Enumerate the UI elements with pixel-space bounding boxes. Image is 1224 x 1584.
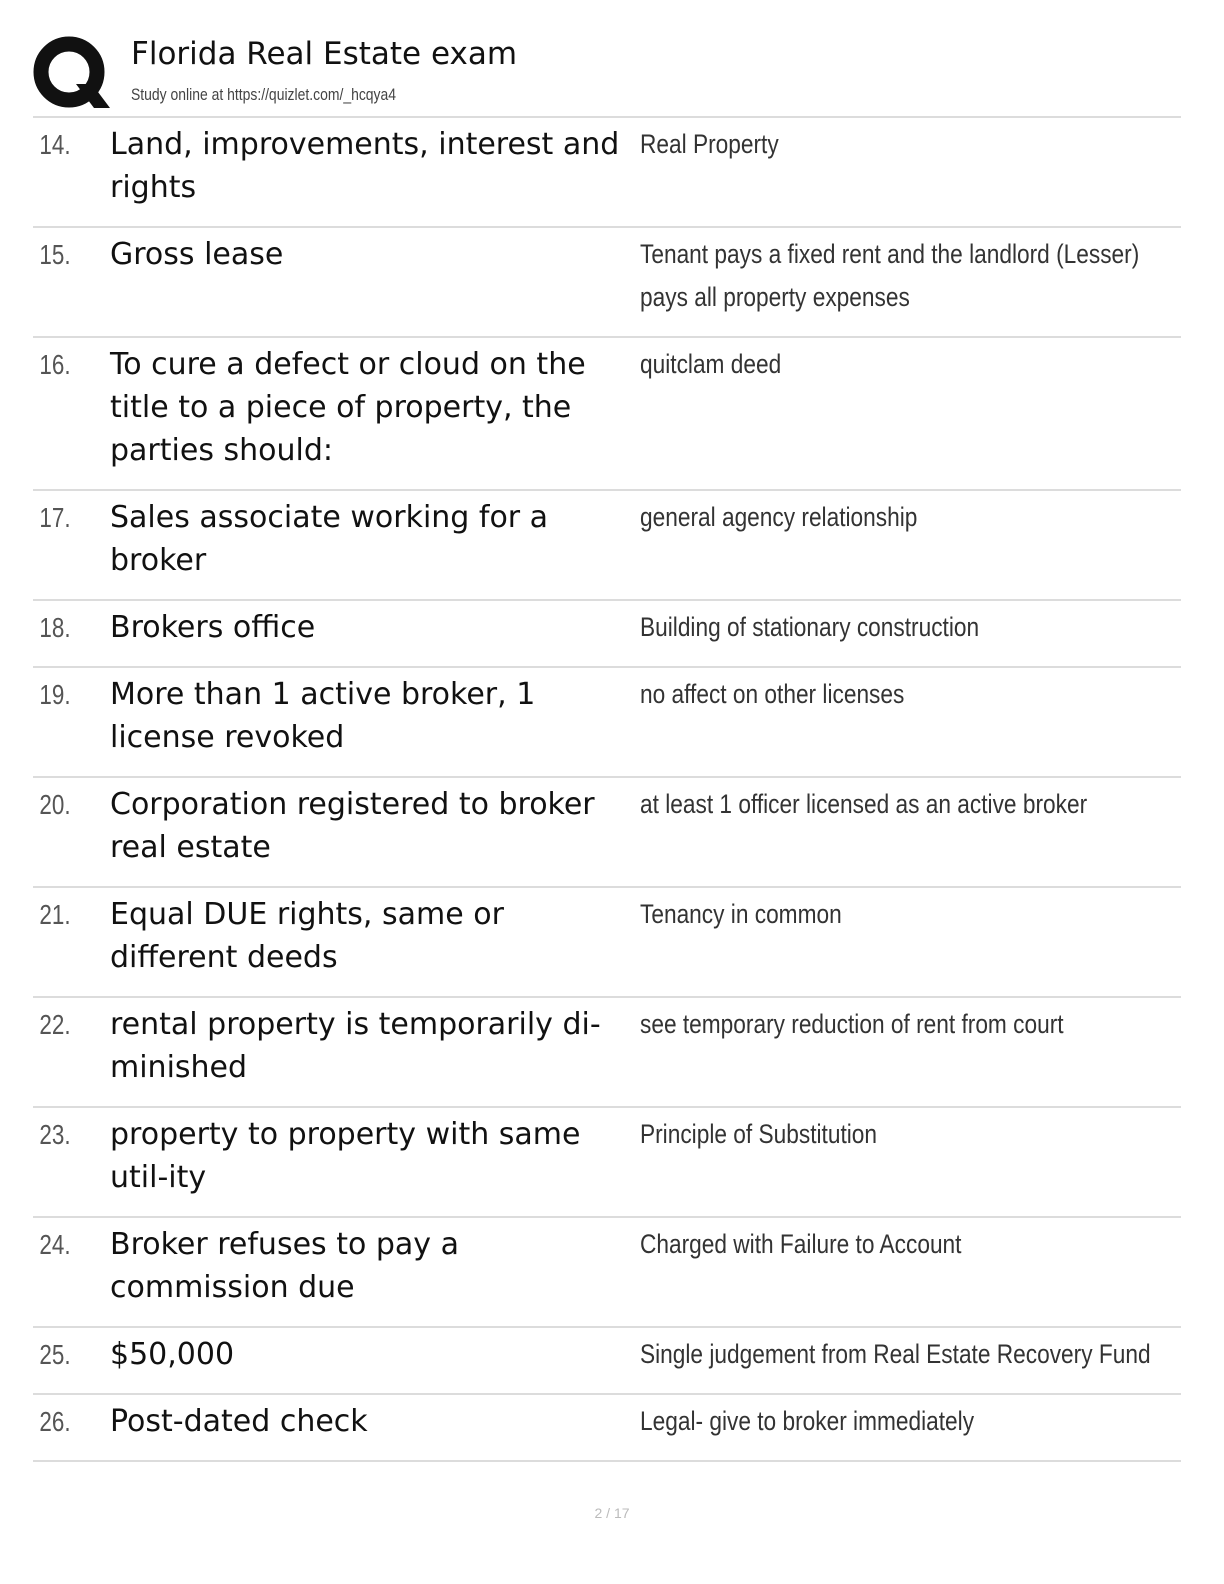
- flashcard-row: [33, 998, 1181, 1108]
- card-term: Sales associate working for a broker: [110, 500, 549, 578]
- card-term: Post-dated check: [110, 1404, 368, 1439]
- card-definition-cell: [640, 1003, 1181, 1089]
- page-number: 2 / 17: [594, 1505, 630, 1521]
- card-definition: Building of stationary construction: [640, 612, 980, 642]
- flashcard-row: [33, 1218, 1181, 1328]
- card-definition: Charged with Failure to Account: [640, 1229, 962, 1259]
- card-definition-cell: [640, 893, 1181, 979]
- card-number: 22.: [39, 1009, 71, 1040]
- page-header: [32, 30, 1182, 114]
- card-definition-cell: [640, 1113, 1181, 1199]
- card-definition-cell: [640, 233, 1181, 319]
- card-term: To cure a defect or cloud on the title to a piece of property, the parties should:: [110, 347, 586, 468]
- card-definition: Tenancy in common: [640, 899, 842, 929]
- card-term: More than 1 active broker, 1 license revoked: [110, 677, 536, 755]
- card-number: 19.: [39, 679, 71, 710]
- card-definition-cell: [640, 783, 1181, 869]
- card-definition: no affect on other licenses: [640, 679, 905, 709]
- quizlet-logo-icon: [32, 34, 112, 114]
- card-definition-cell: [640, 343, 1181, 472]
- flashcard-row: [33, 601, 1181, 668]
- flashcard-row: [33, 338, 1181, 491]
- card-definition-cell: [640, 673, 1181, 759]
- card-definition-cell: [640, 1400, 1181, 1443]
- card-number: 24.: [39, 1229, 71, 1260]
- flashcard-list: [33, 116, 1181, 1462]
- card-term: $50,000: [110, 1337, 235, 1372]
- flashcard-row: [33, 778, 1181, 888]
- card-definition: Single judgement from Real Estate Recovery Fund: [640, 1339, 1151, 1369]
- card-number: 18.: [39, 612, 71, 643]
- set-title: Florida Real Estate exam: [131, 36, 518, 72]
- flashcard-row: [33, 1395, 1181, 1462]
- flashcard-row: [33, 118, 1181, 228]
- card-number: 14.: [39, 129, 71, 160]
- card-definition: quitclam deed: [640, 349, 782, 379]
- flashcard-row: [33, 1328, 1181, 1395]
- card-term: Gross lease: [110, 237, 284, 272]
- card-definition-cell: [640, 1223, 1181, 1309]
- card-definition-cell: [640, 496, 1181, 582]
- card-number: 26.: [39, 1406, 71, 1437]
- card-number: 17.: [39, 502, 71, 533]
- card-number: 23.: [39, 1119, 71, 1150]
- card-definition-cell: [640, 606, 1181, 649]
- card-term: rental property is temporarily di-minished: [110, 1007, 601, 1085]
- card-definition: see temporary reduction of rent from court: [640, 1009, 1064, 1039]
- card-number: 16.: [39, 349, 71, 380]
- card-definition: general agency relationship: [640, 502, 918, 532]
- flashcard-row: [33, 228, 1181, 338]
- card-term: property to property with same util-ity: [110, 1117, 581, 1195]
- card-term: Land, improvements, interest and rights: [110, 127, 620, 205]
- study-online-link[interactable]: Study online at https://quizlet.com/_hcqya4: [131, 85, 397, 104]
- flashcard-row: [33, 1108, 1181, 1218]
- card-definition-cell: [640, 123, 1181, 209]
- flashcard-row: [33, 888, 1181, 998]
- card-definition-cell: [640, 1333, 1181, 1376]
- card-number: 25.: [39, 1339, 71, 1370]
- card-definition: Principle of Substitution: [640, 1119, 878, 1149]
- card-definition: Tenant pays a fixed rent and the landlord (Lesser) pays all property expenses: [640, 239, 1140, 312]
- card-definition: Real Property: [640, 129, 779, 159]
- card-term: Equal DUE rights, same or different deeds: [110, 897, 504, 975]
- card-number: 15.: [39, 239, 71, 270]
- flashcard-row: [33, 668, 1181, 778]
- card-definition: Legal- give to broker immediately: [640, 1406, 975, 1436]
- card-number: 20.: [39, 789, 71, 820]
- flashcard-row: [33, 491, 1181, 601]
- card-term: Broker refuses to pay a commission due: [110, 1227, 459, 1305]
- card-definition: at least 1 officer licensed as an active broker: [640, 789, 1088, 819]
- card-number: 21.: [39, 899, 71, 930]
- card-term: Brokers office: [110, 610, 316, 645]
- card-term: Corporation registered to broker real estate: [110, 787, 595, 865]
